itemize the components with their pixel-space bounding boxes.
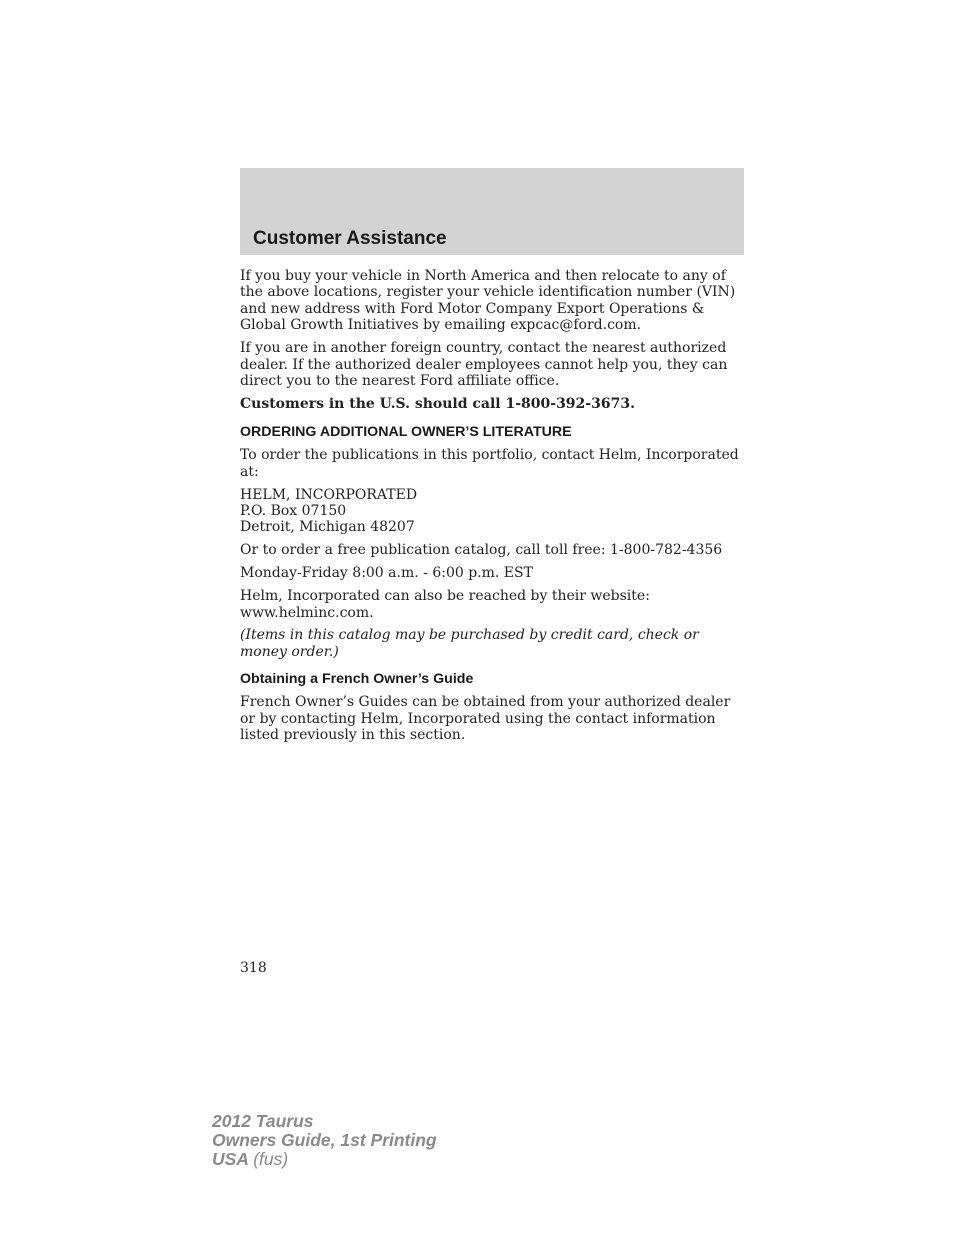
us-customers-phone: Customers in the U.S. should call 1-800-392-3673.: [240, 395, 635, 412]
business-hours: Monday-Friday 8:00 a.m. - 6:00 p.m. EST: [240, 565, 533, 582]
catalog-phone: Or to order a free publication catalog, call toll free: 1-800-782-4356: [240, 542, 723, 559]
heading-french-guide: Obtaining a French Owner’s Guide: [240, 671, 474, 688]
footer-region-code: (fus): [253, 1149, 289, 1169]
literature-intro: To order the publications in this portfolio, contact Helm, Incorporated at:: [240, 447, 739, 480]
footer-region: [212, 1150, 437, 1169]
address-line: Detroit, Michigan 48207: [240, 519, 415, 536]
paragraph-foreign-country: If you are in another foreign country, contact the nearest authorized dealer. If the authorized dealer employees cannot help you, they can direct you to the nearest Ford affiliate office.: [240, 340, 728, 389]
main-content: [240, 268, 748, 750]
document-footer: [212, 1112, 437, 1169]
section-title: Customer Assistance: [253, 228, 447, 249]
footer-region-main: USA: [212, 1149, 249, 1169]
payment-note: (Items in this catalog may be purchased by credit card, check or money order.): [240, 627, 699, 660]
helm-address: [240, 487, 748, 536]
section-header-band: [240, 168, 744, 255]
address-line: P.O. Box 07150: [240, 502, 347, 519]
address-line: HELM, INCORPORATED: [240, 486, 418, 503]
page-number: 318: [240, 960, 267, 976]
footer-edition: Owners Guide, 1st Printing: [212, 1130, 437, 1150]
paragraph-relocation: If you buy your vehicle in North America and then relocate to any of the above locations, register your vehicle identification number (VIN) and new address with Ford Motor Company Export Operations & Global Growth Initiatives by emailing expcac@ford.com.: [240, 268, 736, 334]
french-guide-body: French Owner’s Guides can be obtained from your authorized dealer or by contacting Helm, Incorporated using the contact information listed previously in this section.: [240, 694, 731, 744]
heading-ordering-literature: ORDERING ADDITIONAL OWNER’S LITERATURE: [240, 424, 572, 441]
helm-website: Helm, Incorporated can also be reached by their website: www.helminc.com.: [240, 588, 650, 621]
footer-model: 2012 Taurus: [212, 1111, 314, 1131]
